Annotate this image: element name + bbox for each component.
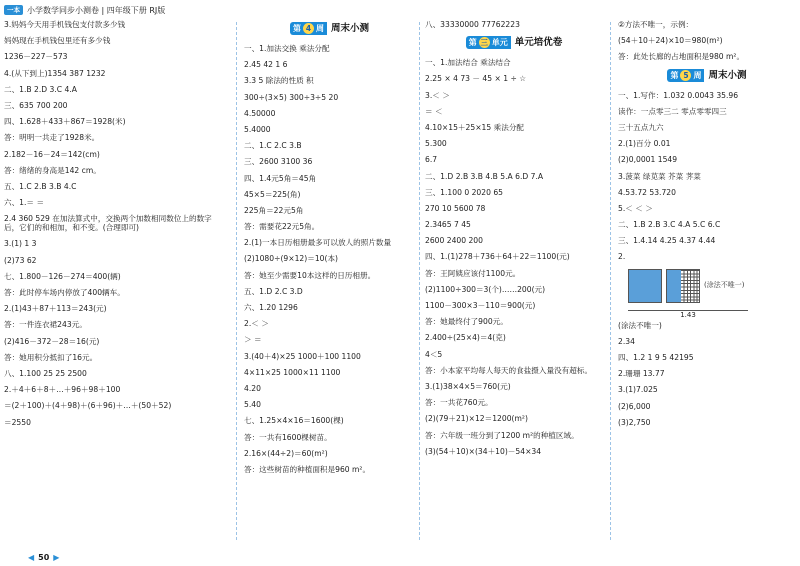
answer-line: (3)(54＋10)×(34＋10)－54×34 [425,446,542,456]
answer-line: 2.＋4＋6＋8＋…＋96＋98＋100 [4,385,121,395]
week-badge: 第 4 周 [290,22,327,35]
answer-line: 6.7 [425,155,438,165]
answer-line: 2.(1)43＋87＋113＝243(元) [4,304,107,314]
week-5-title [618,69,796,82]
answer-line: 5.40 [244,400,261,410]
answer-line: 二、1.B 2.B 3.C 4.A 5.C 6.C [618,220,721,230]
answer-line: 3.(40＋4)×25 1000＋100 1100 [244,351,361,361]
answer-line: 四、1.(1)278＋736＋64＋22＝1100(元) [425,252,570,262]
answer-line: 3.(1)7.025 [618,385,658,395]
answer-line: 八、33330000 77762223 [425,20,520,29]
answer-line: 三十五点九六 [618,122,664,132]
answer-line: 3.＜ ＞ [425,90,450,100]
answer-line: 5.300 [425,139,447,149]
answer-column-3 [425,20,603,544]
answer-line: 妈妈现在手机钱包里还有多少钱 [4,36,111,46]
answer-line: (2)416－372－28＝16(元) [4,336,100,346]
prev-arrow-icon: ◀ [28,553,35,562]
answer-line: 1236－227－573 [4,52,68,62]
answer-column-2 [244,20,415,544]
page-footer [28,553,59,562]
column-4-top-lines [618,20,796,61]
answer-line: 五、1.D 2.C 3.D [244,286,303,296]
answer-line: 六、1.20 1296 [244,303,298,312]
answer-line: 四、1.4元5角＝45角 [244,173,317,183]
answer-line: 一、1.加法交换 乘法分配 [244,44,330,53]
shaded-square [628,269,662,303]
answer-line: 3.3 5 除法的性质 积 [244,76,314,86]
answer-line: 45×5＝225(角) [244,189,301,199]
answer-line: 七、1.25×4×16＝1600(棵) [244,416,344,426]
answer-line: ②方法不唯一，示例： [618,20,694,29]
answer-line: (2)1080÷(9×12)＝10(本) [244,254,339,264]
answer-line: 2.16×(44÷2)＝60(m²) [244,448,328,458]
section-title: 周末小测 [330,23,369,34]
answer-line: 答：明明一共走了1928米。 [4,133,100,143]
grid-square [666,269,700,303]
answer-line: 270 10 5600 78 [425,203,486,213]
answer-line: 答：一共花760元。 [425,398,493,408]
answer-line: 四、1.2 1 9 5 42195 [618,353,694,362]
answer-line: ＝2550 [4,417,31,427]
answer-line: 3.妈妈今天用手机钱包支付款多少钱 [4,20,126,29]
page-header [4,3,165,17]
answer-line: 答：此时停车场内停放了400辆车。 [4,288,125,297]
answer-line: 五、1.C 2.B 3.B 4.C [4,181,77,191]
column-divider [419,22,420,540]
answer-line: (54＋10＋24)×10＝980(m²) [618,36,723,46]
week-number: 5 [680,70,691,81]
answer-line: 答：这些树苗的种植面积是960 m²。 [244,464,371,474]
answer-line: 答：一共有1600棵树苗。 [244,432,332,442]
answer-column-1 [4,20,226,544]
answer-line: ＞ ＝ [244,335,262,345]
answer-line: 4.20 [244,383,261,393]
answer-line: (2)0,0001 1549 [618,155,678,165]
answer-line: 225角＝22元5角 [244,205,304,215]
answer-line: 答：她最终付了900元。 [425,317,508,327]
answer-column-4 [618,20,796,544]
figure-note: (涂法不唯一) [704,281,745,290]
column-4-lines-a [618,91,796,262]
answer-line: 四、1.628＋433＋867＝1928(米) [4,117,126,127]
answer-line: 答：王阿姨应该付1100元。 [425,268,521,278]
axis-label: 1.43 [680,310,696,319]
answer-line: (2)6,000 [618,401,651,411]
answer-line: 2.珊珊 13.77 [618,369,665,379]
answer-line: 2.400÷(25×4)＝4(克) [425,333,506,343]
answer-line: 一、1.写作：1.032 0.0043 35.96 [618,90,739,100]
answer-line: 三、2600 3100 36 [244,157,313,167]
week-badge: 第 5 周 [667,69,704,82]
answer-line: 2.＜ ＞ [244,319,269,329]
answer-line: 二、1.B 2.D 3.C 4.A [4,84,77,94]
answer-line: 300÷(3×5) 300÷3÷5 20 [244,92,339,102]
answer-line: 答：此处长廊的占地面积是980 m²。 [618,52,745,62]
section-title: 单元培优卷 [514,37,563,49]
column-1-lines [4,20,226,427]
answer-line: 2.3465 7 45 [425,220,471,230]
answer-line: 2.4 360 529 在加法算式中，交换两个加数相同数位上的数字后，它们的和相加，和不变。(合理即可) [4,214,212,233]
answer-line: 七、1.800－126－274＝400(辆) [4,271,121,281]
answer-line: 4.50000 [244,108,276,118]
answer-line: 一、1.加法结合 乘法结合 [425,58,511,68]
answer-line: 三、1.4.14 4.25 4.37 4.44 [618,236,716,246]
answer-line: 二、1.D 2.B 3.B 4.B 5.A 6.D 7.A [425,171,544,181]
answer-line: 2.182－16－24＝142(cm) [4,149,100,159]
answer-line: 三、1.100 0 2020 65 [425,187,503,197]
answer-line: 4＜5 [425,349,443,359]
answer-line: 答：绪绪的身高是142 cm。 [4,165,101,175]
answer-line: 答：需要花22元5角。 [244,222,320,232]
answer-line: 3.(1) 1 3 [4,239,37,249]
answer-line: 2.25 × 4 73 － 45 × 1 ÷ ☆ [425,74,527,84]
unit-badge: 第 三 单元 [466,36,511,49]
answer-line: 答：她至少需要10本这样的日历相册。 [244,270,376,280]
answer-line: 4×11×25 1000×11 1100 [244,367,341,377]
answer-line: 2.45 42 1 6 [244,60,288,70]
answer-line: 二、1.C 2.C 3.B [244,141,302,151]
answer-line: (2)73 62 [4,255,37,265]
answer-line: 3.(1)38×4×5＝760(元) [425,381,511,391]
answer-line: (3)2,750 [618,417,651,427]
answer-line: 答：六年级一班分到了1200 m²的种植区域。 [425,430,579,440]
answer-line: 2. [618,252,626,262]
answer-line: 4.(从下到上)1354 387 1232 [4,68,106,78]
answer-line: 2.(1)一本日历相册最多可以放人的照片数量 [244,238,392,248]
column-divider [610,22,611,540]
answer-line: 2600 2400 200 [425,236,483,246]
answer-line: 5.＜ ＜ ＞ [618,203,653,213]
section-title: 周末小测 [708,69,747,81]
answer-line: (2)(79＋21)×12＝1200(m²) [425,414,528,424]
answer-line: 1100－300×3－110＝900(元) [425,301,536,310]
answer-line: 4.10×15＋25×15 乘法分配 [425,122,525,132]
decimal-figure [628,269,796,303]
answer-line: 答：她用积分抵扣了16元。 [4,352,98,362]
answer-line: ＝ ＜ [425,106,443,116]
page-number: 50 [38,553,50,562]
answer-line: ＝(2＋100)＋(4＋98)＋(6＋96)＋…＋(50＋52) [4,401,172,411]
unit-3-title [425,36,603,49]
column-divider [236,22,237,540]
header-badge: 一本 [4,5,23,15]
figure-axis [628,307,748,317]
answer-line: 答：一件连衣裙243元。 [4,320,87,330]
answer-line: 5.4000 [244,124,271,134]
answer-line: 六、1.＝ ＝ [4,198,45,208]
header-title: 小学数学同步小测卷 | 四年级下册 RJ版 [27,5,166,15]
answer-line: (2)1100÷300＝3(个)……200(元) [425,284,546,294]
answer-line: 3.菠菜 绿苋菜 芥菜 荠菜 [618,171,701,181]
answer-line: (涂法不唯一) [618,320,662,330]
column-4-lines-b [618,321,796,427]
week-number: 4 [303,23,314,34]
column-3-lines [425,58,603,456]
answer-line: 2.34 [618,336,635,346]
answer-line: 八、1.100 25 25 2500 [4,368,87,378]
answer-line: 2.(1)百分 0.01 [618,139,671,149]
next-arrow-icon: ▶ [53,553,60,562]
answer-line: 4.53.72 53.720 [618,187,676,197]
answer-line: 读作：一点零三二 零点零零四三 [618,106,727,116]
week-4-title [244,22,415,35]
answer-line: 三、635 700 200 [4,100,68,110]
answer-line: 答：小本家平均每人每天的食盐摄入量没有超标。 [425,365,593,375]
column-2-lines [244,44,415,474]
unit-number: 三 [480,38,488,48]
